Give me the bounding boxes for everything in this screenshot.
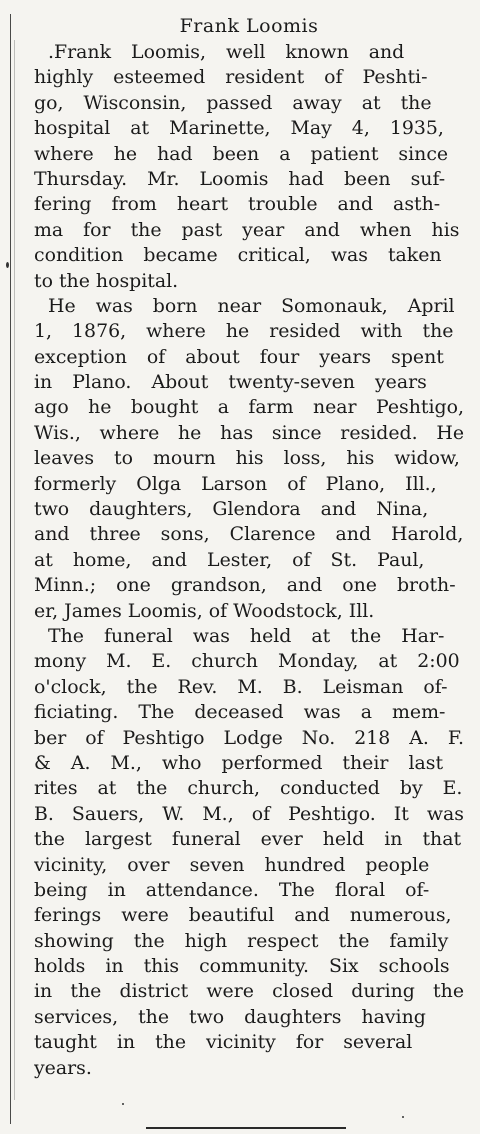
text-line: and three sons, Clarence and Harold,	[34, 523, 464, 546]
text-line: er, James Loomis, of Woodstock, Ill.	[34, 599, 375, 622]
text-line: The funeral was held at the Har-	[48, 624, 445, 647]
text-line: formerly Olga Larson of Plano, Ill.,	[34, 472, 437, 495]
text-line: ago he bought a farm near Peshtigo,	[34, 396, 464, 419]
text-line: rites at the church, conducted by E.	[34, 777, 463, 800]
text-line: Minn.; one grandson, and one broth-	[34, 574, 456, 597]
text-line: vicinity, over seven hundred people	[34, 853, 430, 876]
text-line: 1, 1876, where he resided with the	[34, 320, 454, 343]
text-line: ma for the past year and when his	[34, 218, 460, 241]
text-line: Wis., where he has since resided. He	[34, 421, 464, 444]
paragraph-1	[34, 40, 464, 294]
text-line: hospital at Marinette, May 4, 1935,	[34, 117, 444, 140]
text-line: ficiating. The deceased was a mem-	[34, 701, 446, 724]
print-speck	[122, 1103, 124, 1105]
text-line: taught in the vicinity for several	[34, 1031, 413, 1054]
text-line: condition became critical, was taken	[34, 244, 442, 267]
text-line: go, Wisconsin, passed away at the	[34, 91, 432, 114]
text-line: in Plano. About twenty-seven years	[34, 371, 427, 394]
text-line: fering from heart trouble and asth-	[34, 193, 441, 216]
text-line: exception of about four years spent	[34, 345, 444, 368]
text-line: highly esteemed resident of Peshti-	[34, 66, 428, 89]
text-line: & A. M., who performed their last	[34, 751, 444, 774]
obituary-article	[34, 0, 464, 1081]
text-line: years.	[34, 1056, 92, 1079]
print-speck	[6, 262, 9, 268]
text-line: the largest funeral ever held in that	[34, 828, 462, 851]
text-line: Thursday. Mr. Loomis had been suf-	[34, 167, 446, 190]
article-headline: Frank Loomis	[179, 15, 319, 37]
text-line: to the hospital.	[34, 269, 179, 292]
text-line: o'clock, the Rev. M. B. Leisman of-	[34, 675, 448, 698]
text-line: being in attendance. The floral of-	[34, 878, 430, 901]
paragraph-2	[34, 294, 464, 624]
text-line: two daughters, Glendora and Nina,	[34, 498, 429, 521]
column-rule-faint	[14, 40, 15, 1100]
paragraph-3	[34, 624, 464, 1081]
text-line: in the district were closed during the	[34, 980, 464, 1003]
text-line: where he had been a patient since	[34, 142, 449, 165]
print-speck	[402, 1116, 404, 1118]
text-line: mony M. E. church Monday, at 2:00	[34, 650, 460, 673]
text-line: .Frank Loomis, well known and	[48, 41, 405, 63]
bottom-rule	[146, 1127, 346, 1129]
text-line: showing the high respect the family	[34, 929, 449, 952]
text-line: He was born near Somonauk, April	[48, 294, 455, 317]
text-line: services, the two daughters having	[34, 1005, 426, 1028]
text-line: at home, and Lester, of St. Paul,	[34, 548, 425, 571]
text-line: ber of Peshtigo Lodge No. 218 A. F.	[34, 726, 464, 749]
column-rule	[10, 14, 11, 1124]
text-line: ferings were beautiful and numerous,	[34, 904, 452, 927]
text-line: B. Sauers, W. M., of Peshtigo. It was	[34, 802, 464, 825]
text-line: leaves to mourn his loss, his widow,	[34, 447, 460, 470]
text-line: holds in this community. Six schools	[34, 955, 450, 978]
